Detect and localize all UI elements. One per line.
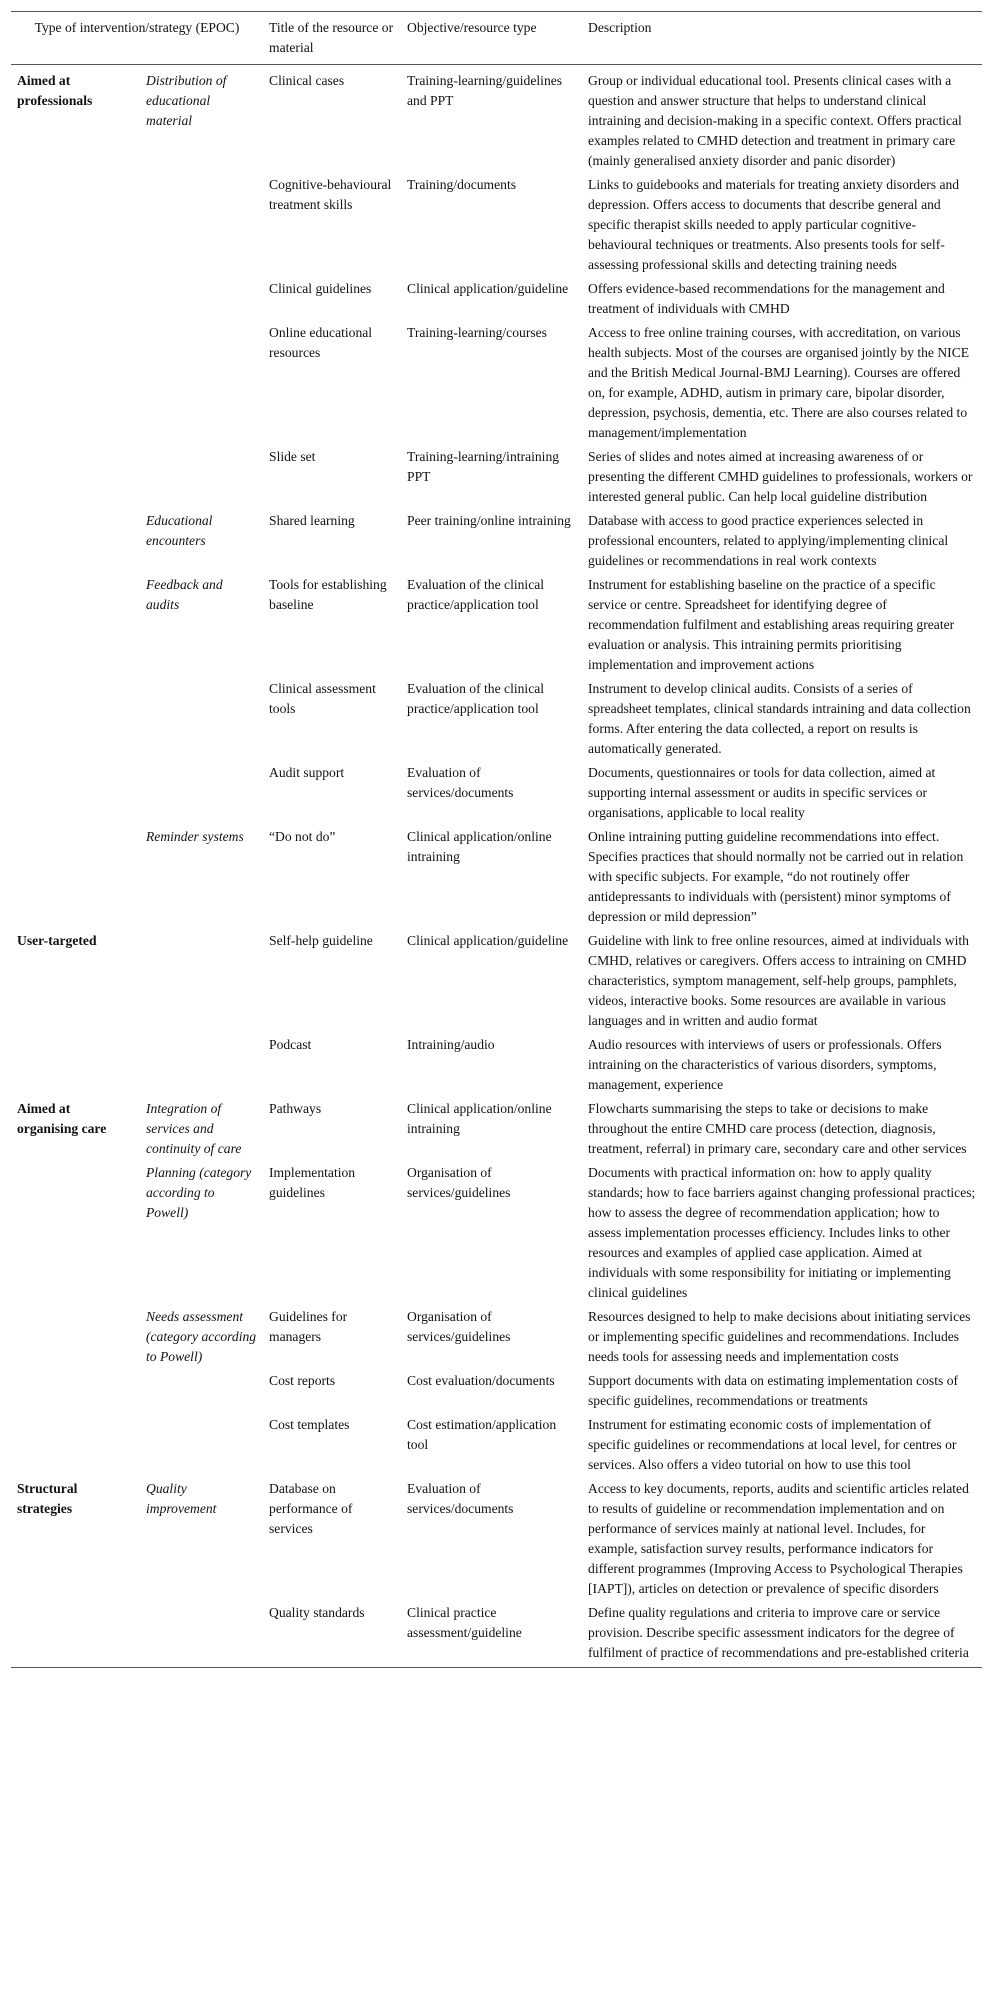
row-description: Resources designed to help to make decisions about initiating services or implementing specific guidelines and recommendations. Includes needs tools for assessing needs and implementation costs (588, 1309, 971, 1364)
row-category (11, 323, 140, 447)
row-subcategory: Planning (category according to Powell) (146, 1165, 252, 1220)
row-title: Self-help guideline (269, 933, 373, 948)
row-objective: Clinical practice assessment/guideline (407, 1605, 522, 1640)
table-row (11, 827, 982, 931)
row-subcategory (140, 1415, 263, 1479)
row-objective: Clinical application/guideline (407, 933, 569, 948)
row-subcategory (140, 1603, 263, 1668)
row-description: Guideline with link to free online resources, aimed at individuals with CMHD, relatives or caregivers. Offers access to intraining on CMHD characteristics, symptom management, self-help groups, pamphlets, videos, interactive books. Some resources are available in various languages and in written and audio format (588, 933, 969, 1028)
header-row (11, 12, 982, 65)
row-description: Audio resources with interviews of users or professionals. Offers intraining on the characteristics of various disorders, symptoms, management, experience (588, 1037, 942, 1092)
row-category: Aimed at organising care (17, 1101, 107, 1136)
table-row (11, 511, 982, 575)
row-title: Slide set (269, 449, 316, 464)
row-description: Group or individual educational tool. Presents clinical cases with a question and answer structure that helps to understand clinical intraining and decision-making in a specific context. Offers practical examples related to CMHD detection and treatment in primary care (mainly generalised anxiety disorder and panic disorder) (588, 73, 962, 168)
table-row (11, 679, 982, 763)
row-description: Instrument to develop clinical audits. Consists of a series of spreadsheet templates, clinical standards intraining and data collection forms. After entering the data collected, a report on results is automatically generated. (588, 681, 971, 756)
resource-table (11, 11, 982, 1668)
row-category (11, 1603, 140, 1668)
row-subcategory (140, 175, 263, 279)
row-subcategory: Integration of services and continuity of care (146, 1101, 242, 1156)
row-objective: Training-learning/intraining PPT (407, 449, 560, 484)
row-description: Support documents with data on estimating implementation costs of specific guidelines, recommendations or treatments (588, 1373, 959, 1408)
row-objective: Evaluation of the clinical practice/application tool (407, 681, 545, 716)
row-title: Podcast (269, 1037, 312, 1052)
row-category: User-targeted (17, 933, 97, 948)
row-objective: Organisation of services/guidelines (407, 1309, 511, 1344)
table-row (11, 763, 982, 827)
row-subcategory (140, 279, 263, 323)
row-category (11, 1415, 140, 1479)
row-category (11, 1163, 140, 1307)
row-title: Shared learning (269, 513, 355, 528)
row-subcategory (140, 323, 263, 447)
row-description: Instrument for establishing baseline on the practice of a specific service or centre. Spreadsheet for identifying degree of recommendation fulfilment and establishing areas requiring greater evaluation or analysis. This intraining permits prioritising implementation and improvement actions (588, 577, 955, 672)
table-body (11, 65, 982, 1668)
row-description: Instrument for estimating economic costs of implementation of specific guidelines or recommendations at local level, for centres or services. Also offers a video tutorial on how to use this tool (588, 1417, 957, 1472)
row-subcategory (140, 1035, 263, 1099)
table-row (11, 175, 982, 279)
row-objective: Clinical application/guideline (407, 281, 569, 296)
row-category (11, 511, 140, 575)
row-subcategory: Reminder systems (146, 829, 244, 844)
table-header (11, 12, 982, 65)
resource-table-container (11, 11, 982, 1668)
row-subcategory (140, 931, 263, 1035)
row-objective: Training-learning/courses (407, 325, 547, 340)
row-title: Tools for establishing baseline (269, 577, 387, 612)
row-description: Links to guidebooks and materials for treating anxiety disorders and depression. Offers access to documents that describe general and specific therapist skills needed to apply particular cognitive-behavioural techniques or treatments. Also presents tools for self-assessing professional skills and detecting training needs (588, 177, 960, 272)
row-title: Clinical guidelines (269, 281, 372, 296)
row-description: Flowcharts summarising the steps to take or decisions to make throughout the entire CMHD care process (detection, diagnosis, treatment, referral) in primary care, secondary care and other services (588, 1101, 967, 1156)
row-category (11, 679, 140, 763)
table-row (11, 1307, 982, 1371)
table-row (11, 1371, 982, 1415)
row-title: Clinical cases (269, 73, 345, 88)
row-title: Online educational resources (269, 325, 373, 360)
row-subcategory: Educational encounters (146, 513, 213, 548)
row-objective: Clinical application/online intraining (407, 1101, 552, 1136)
row-description: Series of slides and notes aimed at increasing awareness of or presenting the different CMHD guidelines to professionals, workers or interested general public. Can help local guideline distribution (588, 449, 973, 504)
row-category (11, 447, 140, 511)
row-category (11, 575, 140, 679)
row-description: Database with access to good practice experiences selected in professional encounters, related to applying/implementing clinical guidelines or recommendations in real work contexts (588, 513, 949, 568)
row-title: Cost reports (269, 1373, 336, 1388)
row-description: Offers evidence-based recommendations for the management and treatment of individuals with CMHD (588, 281, 945, 316)
row-objective: Training/documents (407, 177, 517, 192)
header-type: Type of intervention/strategy (EPOC) (34, 20, 240, 35)
row-subcategory: Feedback and audits (146, 577, 223, 612)
row-category (11, 279, 140, 323)
table-row (11, 1099, 982, 1163)
row-category (11, 1371, 140, 1415)
row-category (11, 1035, 140, 1099)
table-row (11, 575, 982, 679)
row-description: Documents with practical information on: how to apply quality standards; how to face barriers against changing professional practices; how to assess the degree of recommendation application; how to assess implementation processes efficiency. Includes links to other resources and examples of applied case application. Aimed at individuals with some responsibility for initiating or implementing clinical guidelines (588, 1165, 976, 1300)
row-category (11, 827, 140, 931)
header-description: Description (588, 20, 652, 35)
row-title: Cognitive-behavioural treatment skills (269, 177, 392, 212)
row-category (11, 763, 140, 827)
row-objective: Cost estimation/application tool (407, 1417, 557, 1452)
row-title: Implementation guidelines (269, 1165, 356, 1200)
row-subcategory (140, 679, 263, 763)
row-subcategory (140, 1371, 263, 1415)
row-title: Cost templates (269, 1417, 350, 1432)
row-objective: Evaluation of services/documents (407, 765, 514, 800)
row-subcategory: Needs assessment (category according to Powell) (146, 1309, 257, 1364)
header-title: Title of the resource or material (269, 20, 394, 55)
row-category (11, 175, 140, 279)
table-row (11, 1035, 982, 1099)
row-objective: Intraining/audio (407, 1037, 495, 1052)
row-description: Define quality regulations and criteria to improve care or service provision. Describe specific assessment indicators for the degree of fulfilment of practice of recommendations and pre-established criteria (588, 1605, 969, 1660)
table-row (11, 65, 982, 176)
row-objective: Evaluation of services/documents (407, 1481, 514, 1516)
row-subcategory (140, 447, 263, 511)
row-title: Quality standards (269, 1605, 365, 1620)
row-category: Aimed at professionals (17, 73, 93, 108)
row-objective: Peer training/online intraining (407, 513, 571, 528)
table-row (11, 279, 982, 323)
table-row (11, 1415, 982, 1479)
row-category (11, 1307, 140, 1371)
row-title: Pathways (269, 1101, 322, 1116)
row-description: Access to key documents, reports, audits and scientific articles related to results of guideline or recommendation implementation and on performance of services mainly at national level. Includes, for example, satisfaction survey results, performance indicators for different programmes (Improving Access to Psychological Therapies [IAPT]), articles on detection or prevalence of specific disorders (588, 1481, 969, 1596)
row-objective: Evaluation of the clinical practice/application tool (407, 577, 545, 612)
row-subcategory: Quality improvement (146, 1481, 217, 1516)
row-subcategory (140, 763, 263, 827)
table-row (11, 1603, 982, 1668)
row-description: Online intraining putting guideline recommendations into effect. Specifies practices that should normally not be carried out in relation with specific subjects. For example, “do not routinely offer antidepressants to individuals with (persistent) minor symptoms of depression or mild depression” (588, 829, 964, 924)
row-objective: Clinical application/online intraining (407, 829, 552, 864)
row-description: Access to free online training courses, with accreditation, on various health subjects. Most of the courses are organised jointly by the NICE and the British Medical Journal-BMJ Learning). Courses are offered on, for example, ADHD, autism in primary care, bipolar disorder, depression, psychosis, dementia, etc. There are also courses related to management/implementation (588, 325, 970, 440)
row-title: Database on performance of services (269, 1481, 353, 1536)
row-objective: Cost evaluation/documents (407, 1373, 555, 1388)
row-subcategory: Distribution of educational material (146, 73, 227, 128)
table-row (11, 447, 982, 511)
table-row (11, 931, 982, 1035)
row-title: “Do not do” (269, 829, 336, 844)
row-title: Clinical assessment tools (269, 681, 376, 716)
row-objective: Training-learning/guidelines and PPT (407, 73, 563, 108)
table-row (11, 1479, 982, 1603)
row-objective: Organisation of services/guidelines (407, 1165, 511, 1200)
table-row (11, 1163, 982, 1307)
row-description: Documents, questionnaires or tools for data collection, aimed at supporting internal assessment or audits in specific services or organisations, applicable to local reality (588, 765, 936, 820)
row-category: Structural strategies (17, 1481, 78, 1516)
table-row (11, 323, 982, 447)
row-title: Guidelines for managers (269, 1309, 348, 1344)
header-objective: Objective/resource type (407, 20, 537, 35)
row-title: Audit support (269, 765, 345, 780)
